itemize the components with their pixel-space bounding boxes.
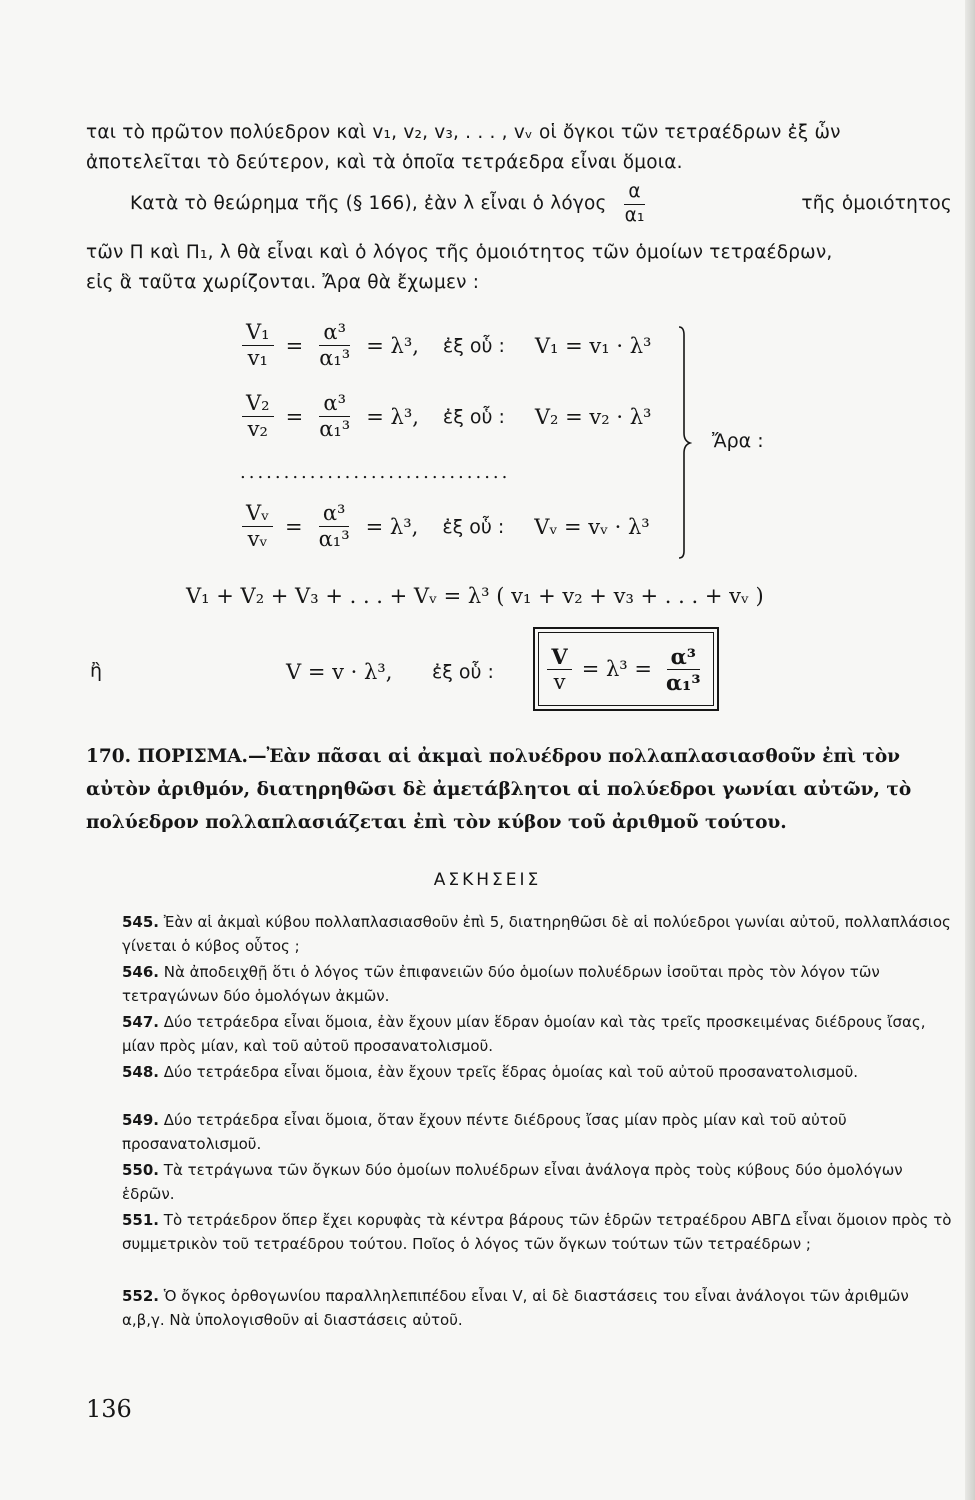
exercise-548	[86, 1060, 956, 1084]
exercise-number: 548.	[122, 1063, 160, 1081]
equation-row-2: $\frac{\text{V₂}}{\text{v₂}}$ = $\frac{\text{α³}}{\text{α₁³}}$ = λ³, ἐξ οὗ : V₂ = v₂ · λ³	[238, 393, 651, 440]
edge-denominator: α₁³	[666, 669, 701, 695]
volume-fraction	[547, 643, 571, 694]
boxed-result-inner	[538, 632, 714, 706]
edge-ratio-cube	[315, 322, 354, 369]
edge1-cube: α₁³	[318, 527, 350, 551]
whence-label: ἐξ οὗ :	[442, 515, 505, 538]
edge-cube: α³	[319, 503, 350, 527]
exercise-number: 547.	[122, 1013, 160, 1031]
intro-line-5: εἰς ἃ ταῦτα χωρίζονται. Ἄρα θὰ ἔχωμεν :	[86, 272, 480, 293]
intro-line-3	[130, 183, 952, 225]
small-volume: v₁	[247, 346, 268, 370]
exercise-text: Τὸ τετράεδρον ὅπερ ἔχει κορυφὰς τὰ κέντρα βάρους τῶν ἑδρῶν τετραέδρου ΑΒΓΔ εἶναι ὅμοιον πρὸς τὸ συμμετρικὸν τοῦ τετραέδρου τούτου. Ποῖος ὁ λόγος τῶν ὄγκων τούτων τῶν τετραέδρων ;	[122, 1211, 952, 1253]
similarity-word: τῆς ὁμοιότητος	[801, 193, 952, 214]
sum-equation: V₁ + V₂ + V₃ + . . . + Vᵥ = λ³ ( v₁ + v₂ + v₃ + . . . + vᵥ )	[186, 584, 764, 608]
big-volume: V₁	[242, 322, 274, 346]
big-volume: Vᵥ	[242, 503, 273, 527]
exercise-number: 549.	[122, 1111, 160, 1129]
exercise-546	[86, 960, 956, 1008]
exercise-number: 550.	[122, 1161, 160, 1179]
lambda-cube: = λ³,	[365, 514, 419, 539]
final-whence: ἐξ οὗ :	[432, 661, 494, 683]
boxed-result	[533, 627, 719, 711]
volume-ratio	[242, 503, 273, 550]
intro-line-4: τῶν Π καὶ Π₁, λ θὰ εἶναι καὶ ὁ λόγος τῆς ὁμοιότητος τῶν ὁμοίων τετραέδρων,	[86, 242, 833, 263]
volume-result: V₁ = v₁ · λ³	[534, 333, 652, 358]
or-word: ἢ	[90, 660, 103, 682]
equation-row-n: $\frac{\text{Vᵥ}}{\text{vᵥ}}$ = $\frac{\text{α³}}{\text{α₁³}}$ = λ³, ἐξ οὗ : Vᵥ = vᵥ · λ³	[238, 503, 650, 550]
exercise-550	[86, 1158, 956, 1206]
edge-fraction	[662, 643, 705, 695]
edge-numerator: α³	[667, 646, 700, 670]
intro-line-1: ται τὸ πρῶτον πολύεδρον καὶ v₁, v₂, v₃, . . . , vᵥ οἱ ὄγκοι τῶν τετραέδρων ἐξ ὧν	[86, 122, 841, 143]
lambda-cube: = λ³,	[366, 404, 419, 429]
edge1-cube: α₁³	[319, 417, 351, 441]
theorem-reference: Κατὰ τὸ θεώρημα τῆς (§ 166), ἐὰν λ εἶναι ὁ λόγος	[130, 193, 607, 214]
whence-label: ἐξ οὗ :	[442, 405, 505, 428]
exercise-text: Δύο τετράεδρα εἶναι ὅμοια, ἐὰν ἔχουν μίαν ἕδραν ὁμοίαν καὶ τὰς τρεῖς προσκειμένας διέδρους ἴσας, μίαν πρὸς μίαν, καὶ τοῦ αὐτοῦ προσανατολισμοῦ.	[122, 1013, 926, 1055]
whence-label: ἐξ οὗ :	[442, 334, 505, 357]
volume-ratio	[242, 393, 274, 440]
equation-row-1: $\frac{\text{V₁}}{\text{v₁}}$ = $\frac{\text{α³}}{\text{α₁³}}$ = λ³, ἐξ οὗ : V₁ = v₁ · λ³	[238, 322, 651, 369]
exercise-545	[86, 910, 956, 958]
exercise-text: Ὁ ὄγκος ὀρθογωνίου παραλληλεπιπέδου εἶναι V, αἱ δὲ διαστάσεις του εἶναι ἀνάλογοι τῶν ἀριθμῶν α,β,γ. Νὰ ὑπολογισθοῦν αἱ διαστάσεις αὐτοῦ.	[122, 1287, 909, 1329]
exercise-number: 546.	[122, 963, 160, 981]
exercise-552	[86, 1284, 956, 1332]
lambda-cube: = λ³,	[366, 333, 419, 358]
small-volume: vᵥ	[247, 527, 268, 551]
exercise-text: Δύο τετράεδρα εἶναι ὅμοια, ἐὰν ἔχουν τρεῖς ἕδρας ὁμοίας καὶ τοῦ αὐτοῦ προσανατολισμοῦ.	[163, 1063, 859, 1081]
edge1-cube: α₁³	[319, 346, 351, 370]
corollary-paragraph: 170. ΠΟΡΙΣΜΑ.—Ἐὰν πᾶσαι αἱ ἀκμαὶ πολυέδρου πολλαπλασιασθοῦν ἐπὶ τὸν αὐτὸν ἀριθμόν, διατηρηθῶσι δὲ ἀμετάβλητοι αἱ πολύεδροι γωνίαι αὐτῶν, τὸ πολύεδρον πολλαπλασιάζεται ἐπὶ τὸν κύβον τοῦ ἀριθμοῦ τούτου.	[86, 746, 912, 833]
ellipsis-row: ...............................	[240, 462, 511, 483]
lambda-cube-equality: = λ³ =	[581, 657, 652, 681]
similarity-ratio	[621, 183, 649, 225]
volume-ratio	[242, 322, 274, 369]
edge-cube: α³	[319, 322, 350, 346]
edge-ratio-cube	[315, 503, 354, 550]
page-number: 136	[86, 1395, 132, 1423]
right-brace	[678, 325, 692, 560]
ratio-denominator: α₁	[624, 204, 645, 226]
intro-line-2: ἀποτελεῖται τὸ δεύτερον, καὶ τὰ ὁποῖα τετράεδρα εἶναι ὅμοια.	[86, 152, 683, 173]
volume-numerator: V	[547, 646, 571, 670]
small-volume: v₂	[247, 417, 268, 441]
exercise-text: Τὰ τετράγωνα τῶν ὄγκων δύο ὁμοίων πολυέδρων εἶναι ἀνάλογα πρὸς τοὺς κύβους δύο ὁμολόγων ἑδρῶν.	[122, 1161, 903, 1203]
edge-cube: α³	[319, 393, 350, 417]
exercise-547	[86, 1010, 956, 1058]
exercise-text: Δύο τετράεδρα εἶναι ὅμοια, ὅταν ἔχουν πέντε διέδρους ἴσας μίαν πρὸς μίαν καὶ τοῦ αὐτοῦ προσανατολισμοῦ.	[122, 1111, 847, 1153]
volume-result: V₂ = v₂ · λ³	[534, 404, 652, 429]
exercise-number: 545.	[122, 913, 160, 931]
ratio-numerator: α	[624, 183, 644, 205]
exercise-text: Ἐὰν αἱ ἀκμαὶ κύβου πολλαπλασιασθοῦν ἐπὶ 5, διατηρηθῶσι δὲ αἱ πολύεδροι γωνίαι αὐτοῦ, πολλαπλάσιος γίνεται ὁ κύβος οὗτος ;	[122, 913, 951, 955]
final-equation: V = v · λ³,	[286, 660, 393, 684]
exercise-text: Νὰ ἀποδειχθῇ ὅτι ὁ λόγος τῶν ἐπιφανειῶν δύο ὁμοίων πολυέδρων ἰσοῦται πρὸς τὸν λόγον τῶν τετραγώνων δύο ὁμολόγων ἀκμῶν.	[122, 963, 880, 1005]
therefore-label: Ἄρα :	[712, 430, 764, 452]
exercise-549	[86, 1108, 956, 1156]
exercise-number: 551.	[122, 1211, 160, 1229]
volume-denominator: v	[553, 669, 566, 694]
exercise-551	[86, 1208, 956, 1256]
volume-result: Vᵥ = vᵥ · λ³	[534, 514, 650, 539]
exercise-number: 552.	[122, 1287, 160, 1305]
edge-ratio-cube	[315, 393, 354, 440]
exercises-heading: ΑΣΚΗΣΕΙΣ	[433, 870, 542, 890]
page-edge-shadow	[965, 0, 975, 1500]
big-volume: V₂	[242, 393, 274, 417]
